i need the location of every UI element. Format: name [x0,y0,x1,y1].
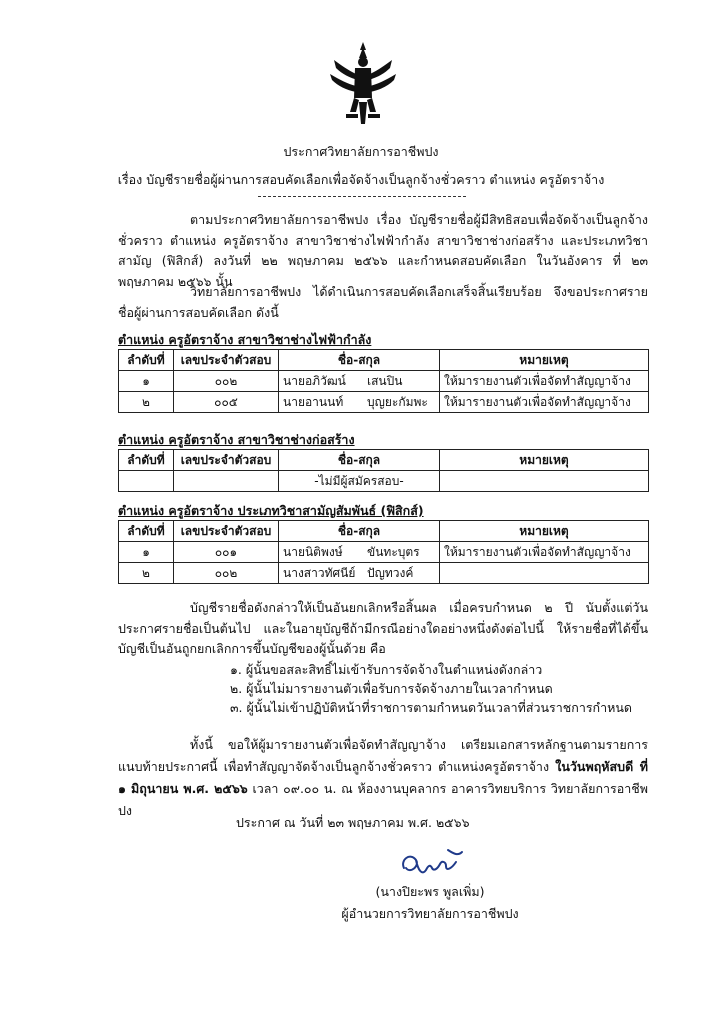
closing-date-bold: ในวันพฤหัสบดี ที่ ๑ มิถุนายน พ.ศ. ๒๕๖๖ [118,759,648,796]
last-name: เสนปิน [367,373,403,388]
header-no: ลำดับที่ [119,350,174,371]
row-exam-id: ๐๐๒ [174,371,279,392]
header-name: ชื่อ-สกุล [279,521,440,542]
first-name: นายนิติพงษ์ [283,544,343,559]
last-name: ปัญทวงค์ [367,565,414,580]
row-no: ๑ [119,371,174,392]
row-note: ให้มารายงานตัวเพื่อจัดทำสัญญาจ้าง [440,542,649,563]
row-exam-id: ๐๐๒ [174,563,279,584]
table-row [119,542,649,563]
document-subject: เรื่อง บัญชีรายชื่อผู้ผ่านการสอบคัดเลือกเพื่อจัดจ้างเป็นลูกจ้างชั่วคราว ตำแหน่ง ครูอัตราจ้าง [117,172,605,187]
closing-part1: ทั้งนี้ ขอให้ผู้มารายงานตัวเพื่อจัดทำสัญญาจ้าง เตรียมเอกสารหลักฐานตามรายการแนบท้ายประกาศนี้ เพื่อทำสัญญาจัดจ้างเป็นลูกจ้างชั่วคราว ตำแหน่งครูอัตราจ้าง [118,737,648,774]
row-no: ๑ [119,542,174,563]
closing-paragraph [118,734,648,822]
header-note: หมายเหตุ [440,350,649,371]
row-name [279,563,440,584]
table-physics [118,520,649,584]
closing-part2: เวลา ๐๙.๐๐ น. ณ ห้องงานบุคลากร อาคารวิทยบริการ วิทยาลัยการอาชีพปง [118,781,648,818]
intro-paragraph [118,210,648,292]
header-note: หมายเหตุ [440,450,649,471]
reason-item: ๓. ผู้นั้นไม่เข้าปฏิบัติหน้าที่ราชการตามกำหนดวันเวลาที่ส่วนราชการกำหนด [230,700,633,715]
validity-paragraph [118,598,648,660]
no-applicants-text: -ไม่มีผู้สมัครสอบ- [279,471,440,492]
closing-text [118,734,648,822]
row-note: ให้มารายงานตัวเพื่อจัดทำสัญญาจ้าง [440,371,649,392]
row-note [440,563,649,584]
row-exam-id [174,471,279,492]
row-exam-id: ๐๐๑ [174,542,279,563]
row-exam-id: ๐๐๕ [174,392,279,413]
result-paragraph [118,282,648,323]
first-name: นางสาวทัศนีย์ [283,565,356,580]
table-header-row [119,450,649,471]
reason-item: ๒. ผู้นั้นไม่มารายงานตัวเพื่อรับการจัดจ้างภายในเวลากำหนด [230,681,553,696]
table-electrical [118,349,649,413]
section-title-electrical: ตำแหน่ง ครูอัตราจ้าง สาขาวิชาช่างไฟฟ้ากำลัง [118,332,372,347]
header-exam-id: เลขประจำตัวสอบ [174,450,279,471]
row-no [119,471,174,492]
table-header-row [119,521,649,542]
row-name [279,542,440,563]
last-name: บุญยะกัมพะ [367,394,428,409]
reasons-list [230,660,632,717]
header-no: ลำดับที่ [119,521,174,542]
garuda-emblem-icon [328,40,398,126]
row-no: ๒ [119,563,174,584]
divider [258,196,466,197]
table-construction [118,449,649,492]
first-name: นายอานนท์ [283,394,344,409]
signatory-name: (นางปิยะพร พูลเพิ่ม) [375,884,485,899]
row-name [279,371,440,392]
table-header-row [119,350,649,371]
section-title-construction: ตำแหน่ง ครูอัตราจ้าง สาขาวิชาช่างก่อสร้าง [118,432,355,447]
header-note: หมายเหตุ [440,521,649,542]
header-exam-id: เลขประจำตัวสอบ [174,350,279,371]
reason-item: ๑. ผู้นั้นขอสละสิทธิ์ไม่เข้ารับการจัดจ้างในตำแหน่งดังกล่าว [230,662,543,677]
intro-text: ตามประกาศวิทยาลัยการอาชีพปง เรื่อง บัญชีรายชื่อผู้มีสิทธิสอบเพื่อจัดจ้างเป็นลูกจ้างชั่วคราว ตำแหน่ง ครูอัตราจ้าง สาขาวิชาช่างไฟฟ้ากำลัง สาขาวิชาช่างก่อสร้าง และประเภทวิชาสามัญ (ฟิสิกส์) ลงวันที่ ๒๒ พฤษภาคม ๒๕๖๖ และกำหนดสอบคัดเลือก ในวันอังคาร ที่ ๒๓ พฤษภาคม ๒๕๖๖ นั้น [118,212,648,289]
first-name: นายอภิวัฒน์ [283,373,346,388]
table-row [119,392,649,413]
header-name: ชื่อ-สกุล [279,350,440,371]
signature-icon [396,846,466,882]
result-text: วิทยาลัยการอาชีพปง ได้ดำเนินการสอบคัดเลือกเสร็จสิ้นเรียบร้อย จึงขอประกาศรายชื่อผู้ผ่านการสอบคัดเลือก ดังนี้ [118,284,648,320]
table-row [119,371,649,392]
row-no: ๒ [119,392,174,413]
row-name [279,392,440,413]
last-name: ขันทะบุตร [367,544,420,559]
table-row [119,563,649,584]
header-no: ลำดับที่ [119,450,174,471]
table-row [119,471,649,492]
header-name: ชื่อ-สกุล [279,450,440,471]
signatory-position: ผู้อำนวยการวิทยาลัยการอาชีพปง [341,906,519,921]
announce-date: ประกาศ ณ วันที่ ๒๓ พฤษภาคม พ.ศ. ๒๕๖๖ [236,815,470,830]
document-title: ประกาศวิทยาลัยการอาชีพปง [283,144,439,159]
header-exam-id: เลขประจำตัวสอบ [174,521,279,542]
section-title-physics: ตำแหน่ง ครูอัตราจ้าง ประเภทวิชาสามัญสัมพันธ์ (ฟิสิกส์) [118,503,424,518]
row-note [440,471,649,492]
row-note: ให้มารายงานตัวเพื่อจัดทำสัญญาจ้าง [440,392,649,413]
validity-text: บัญชีรายชื่อดังกล่าวให้เป็นอันยกเลิกหรือสิ้นผล เมื่อครบกำหนด ๒ ปี นับตั้งแต่วันประกาศรายชื่อเป็นต้นไป และในอายุบัญชีถ้ามีกรณีอย่างใดอย่างหนึ่งดังต่อไปนี้ ให้รายชื่อที่ได้ขึ้นบัญชีเป็นอันถูกยกเลิกการขึ้นบัญชีของผู้นั้นด้วย คือ [118,600,648,656]
